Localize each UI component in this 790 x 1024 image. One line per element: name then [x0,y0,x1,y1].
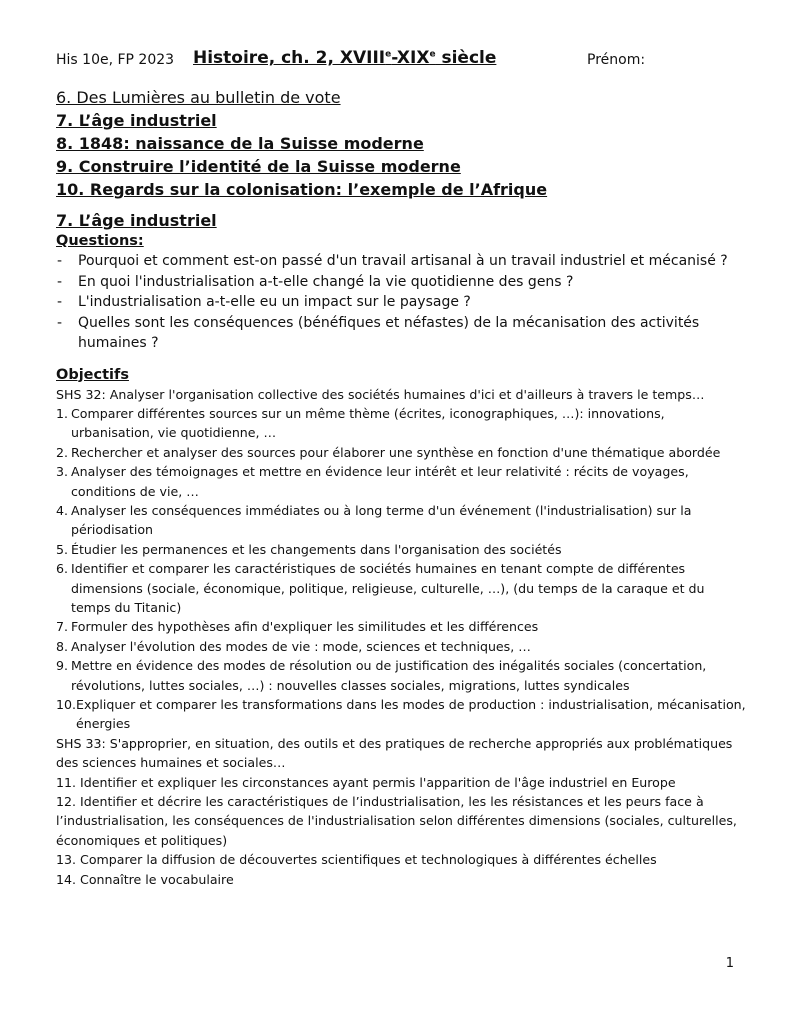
chapter-item: 6. Des Lumières au bulletin de vote [56,88,341,107]
chapter-item: 7. L’âge industriel [56,111,217,130]
questions-heading: Questions: [56,233,144,249]
objective-item: 2. Rechercher et analyser des sources pour élaborer une synthèse en fonction d'une thématique abordée [56,444,721,460]
objective-item: 9. Mettre en évidence des modes de résolution ou de justification des inégalités sociales (concertation, révolutions, luttes sociales, …) : nouvelles classes sociales, migrations, luttes syndicales [56,658,707,693]
chapter-item: 8. 1848: naissance de la Suisse moderne [56,134,424,153]
objective-item: 12. Identifier et décrire les caractéristiques de l’industrialisation, les les résistances et les peurs face à l’industrialisation, les conséquences de l'industrialisation selon différentes dimensions (sociales, culturelles, économiques et politiques) [56,794,737,848]
name-label: Prénom: [587,52,646,68]
questions-list [56,251,746,354]
chapter-item: 9. Construire l’identité de la Suisse moderne [56,157,461,176]
objective-item: 4. Analyser les conséquences immédiates ou à long terme d'un événement (l'industrialisation) sur la périodisation [56,502,692,538]
shs32-objective: SHS 32: Analyser l'organisation collective des sociétés humaines d'ici et d'ailleurs à travers le temps… [56,386,705,402]
question-item: - En quoi l'industrialisation a-t-elle changé la vie quotidienne des gens ? [57,273,574,290]
question-item: - Quelles sont les conséquences (bénéfiques et néfastes) de la mécanisation des activités humaines ? [57,314,700,351]
page-header [56,46,746,72]
objective-item: 1. Comparer différentes sources sur un même thème (écrites, iconographiques, …): innovations, urbanisation, vie quotidienne, … [56,405,665,441]
objective-item: 3. Analyser des témoignages et mettre en évidence leur intérêt et leur relativité : récits de voyages, conditions de vie, … [56,464,689,499]
document-page [56,46,746,889]
chapter-item: 10. Regards sur la colonisation: l’exemple de l’Afrique [56,180,548,199]
objective-item: 10. Expliquer et comparer les transformations dans les modes de production : industrialisation, mécanisation, énergies [56,697,746,732]
shs33-objective: SHS 33: S'approprier, en situation, des outils et des pratiques de recherche appropriés aux problématiques des sciences humaines et sociales… [56,735,733,771]
objective-item: 13. Comparer la diffusion de découvertes scientifiques et technologiques à différentes échelles [56,852,657,868]
page-number: 1 [725,956,734,971]
section-title: 7. L’âge industriel [56,211,217,230]
document-title: Histoire, ch. 2, XVIIIe-XIXe siècle [193,48,497,68]
objectifs-heading: Objectifs [56,366,129,383]
question-item: - L'industrialisation a-t-elle eu un impact sur le paysage ? [57,294,471,310]
objective-item: 11. Identifier et expliquer les circonstances ayant permis l'apparition de l'âge industriel en Europe [56,774,676,790]
objective-item: 5. Étudier les permanences et les changements dans l'organisation des sociétés [56,541,562,557]
question-item: - Pourquoi et comment est-on passé d'un travail artisanal à un travail industriel et mécanisé ? [57,253,728,269]
objective-item: 7. Formuler des hypothèses afin d'expliquer les similitudes et les différences [56,619,539,635]
objectives-list-a [56,404,746,734]
objective-item: 8. Analyser l'évolution des modes de vie : mode, sciences et techniques, … [56,638,531,654]
course-code: His 10e, FP 2023 [56,52,175,68]
objective-item: 6. Identifier et comparer les caractéristiques de sociétés humaines en tenant compte de différentes dimensions (sociale, économique, politique, religieuse, culturelle, …), (du temps de la caraque et du temps du Titanic) [56,561,705,615]
objective-item: 14. Connaître le vocabulaire [56,871,234,887]
chapter-list [56,86,746,201]
objectives-list-b [56,773,746,889]
